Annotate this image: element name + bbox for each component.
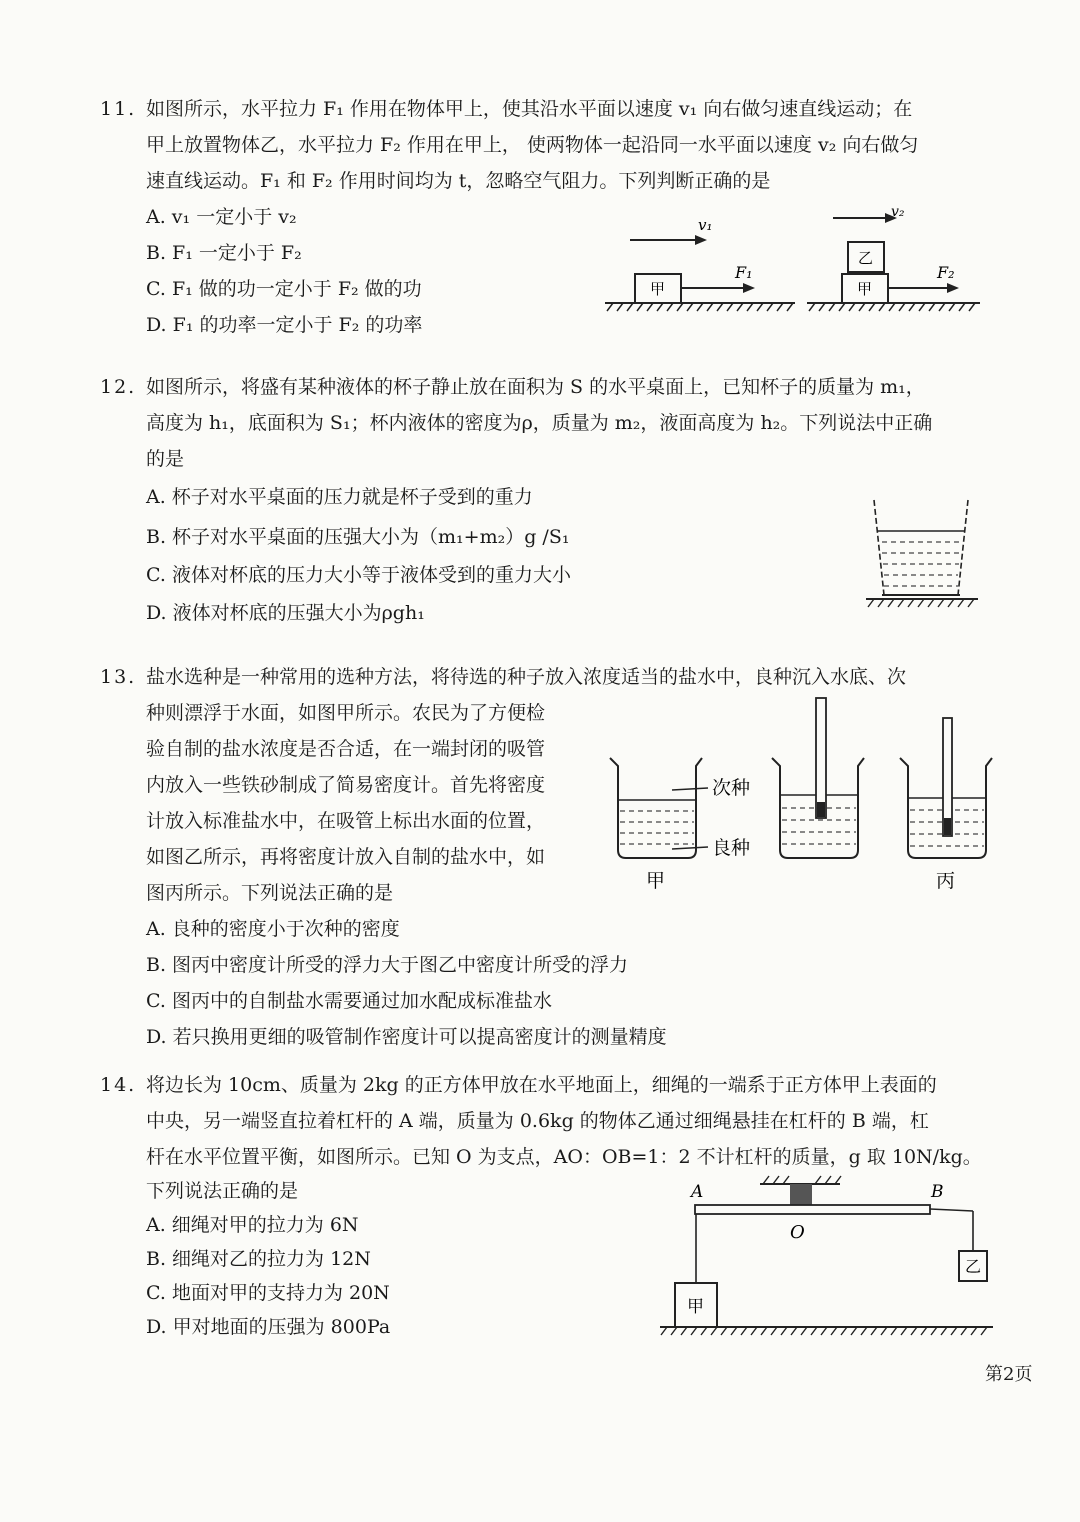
question-number: 13. [100,666,137,688]
ground-hatch [661,1327,987,1335]
stem-line: 杆在水平位置平衡，如图所示。已知 O 为支点，AO：OB=1：2 不计杠杆的质量，g 取 10N/kg。 [146,1146,982,1168]
lever-end [930,1209,973,1211]
page-number: 第2页 [985,1364,1033,1385]
cup-wall-left [874,500,884,595]
v2-label: v₂ [891,204,905,220]
label-o: O [790,1222,805,1243]
option-b[interactable]: B. F₁ 一定小于 F₂ [146,242,302,264]
iron-sand [817,802,825,817]
table-hatch [868,599,974,607]
label-b: B [931,1182,944,1202]
q11-figure [595,200,985,324]
question-number: 14. [100,1074,137,1096]
question-number: 12. [100,376,137,398]
stem-line: 种则漂浮于水面，如图甲所示。农民为了方便检 [146,702,546,724]
block-jia-label: 甲 [857,280,873,298]
cup-wall-right [958,500,968,595]
q13-beakers-figure [600,690,1000,899]
stem-line: 如图所示，将盛有某种液体的杯子静止放在面积为 S 的水平桌面上，已知杯子的质量为 m₁， [146,376,925,398]
label-ci-zhong: 次种 [712,777,751,799]
seed-pointer [672,847,708,849]
velocity-arrowhead [695,235,707,245]
option-a[interactable]: A. 杯子对水平桌面的压力就是杯子受到的重力 [146,486,533,508]
block-yi-label: 乙 [965,1257,982,1276]
stem-line: 高度为 h₁，底面积为 S₁；杯内液体的密度为ρ，质量为 m₂，液面高度为 h₂。下列说法中正确 [146,412,933,434]
force-arrowhead [947,283,959,293]
label-liang-zhong: 良种 [712,837,751,859]
stem-line: 计放入标准盐水中，在吸管上标出水面的位置， [146,810,546,832]
stem-line: 将边长为 10cm、质量为 2kg 的正方体甲放在水平地面上，细绳的一端系于正方体甲上表面的 [146,1074,937,1096]
lever [695,1205,930,1214]
question-number: 11. [100,98,137,120]
option-c[interactable]: C. F₁ 做的功一定小于 F₂ 做的功 [146,278,422,300]
option-d[interactable]: D. 甲对地面的压强为 800Pa [146,1316,391,1338]
option-b[interactable]: B. 细绳对乙的拉力为 12N [146,1248,371,1270]
block-jia-label: 甲 [687,1297,704,1317]
stem-line: 验自制的盐水浓度是否合适，在一端封闭的吸管 [146,738,546,760]
label-a: A [691,1182,704,1202]
iron-sand [944,818,951,835]
stem-line: 盐水选种是一种常用的选种方法，将待选的种子放入浓度适当的盐水中，良种沉入水底、次 [146,666,907,688]
stem-line: 图丙所示。下列说法正确的是 [146,882,394,904]
ceiling-hatch [763,1176,841,1184]
option-d[interactable]: D. 若只换用更细的吸管制作密度计可以提高密度计的测量精度 [146,1026,667,1048]
option-c[interactable]: C. 地面对甲的支持力为 20N [146,1282,390,1304]
q12-cup-figure [860,495,985,619]
block-jia-label: 甲 [650,280,666,298]
stem-line: 的是 [146,448,185,470]
v1-label: v₁ [698,216,713,234]
option-c[interactable]: C. 图丙中的自制盐水需要通过加水配成标准盐水 [146,990,552,1012]
force-arrowhead [743,283,755,293]
option-b[interactable]: B. 杯子对水平桌面的压强大小为（m₁+m₂）g /S₁ [146,526,570,548]
stem-line: 中央，另一端竖直拉着杠杆的 A 端，质量为 0.6kg 的物体乙通过细绳悬挂在杠杆的 B 端，杠 [146,1110,929,1132]
seed-pointer [672,788,708,790]
stem-line: 如图乙所示，再将密度计放入自制的盐水中，如 [146,846,546,868]
liquid-body [882,542,960,586]
ground-hatch [809,303,975,311]
option-a[interactable]: A. 细绳对甲的拉力为 6N [146,1214,359,1236]
block-yi-label: 乙 [858,249,874,267]
option-a[interactable]: A. v₁ 一定小于 v₂ [146,206,297,228]
ground-hatch [607,303,793,311]
beaker-jia [610,758,702,858]
option-c[interactable]: C. 液体对杯底的压力大小等于液体受到的重力大小 [146,564,571,586]
caption-bing: 丙 [936,870,956,892]
caption-jia: 甲 [646,870,666,892]
stem-line: 如图所示，水平拉力 F₁ 作用在物体甲上，使其沿水平面以速度 v₁ 向右做匀速直线运动；在 [146,98,913,120]
liquid-body [620,811,694,844]
option-d[interactable]: D. F₁ 的功率一定小于 F₂ 的功率 [146,314,423,336]
stem-line: 内放入一些铁砂制成了简易密度计。首先将密度 [146,774,546,796]
q14-lever-figure [655,1175,1000,1354]
stem-line: 速直线运动。F₁ 和 F₂ 作用时间均为 t，忽略空气阻力。下列判断正确的是 [146,170,771,192]
option-a[interactable]: A. 良种的密度小于次种的密度 [146,918,400,940]
densimeter-tube [816,698,826,818]
option-d[interactable]: D. 液体对杯底的压强大小为ρgh₁ [146,602,425,624]
f2-label: F₂ [937,263,955,282]
stem-line: 下列说法正确的是 [146,1180,299,1202]
option-b[interactable]: B. 图丙中密度计所受的浮力大于图乙中密度计所受的浮力 [146,954,629,976]
f1-label: F₁ [735,263,753,282]
stem-line: 甲上放置物体乙，水平拉力 F₂ 作用在甲上， 使两物体一起沿同一水平面以速度 v₂ 向右做匀 [146,134,919,156]
